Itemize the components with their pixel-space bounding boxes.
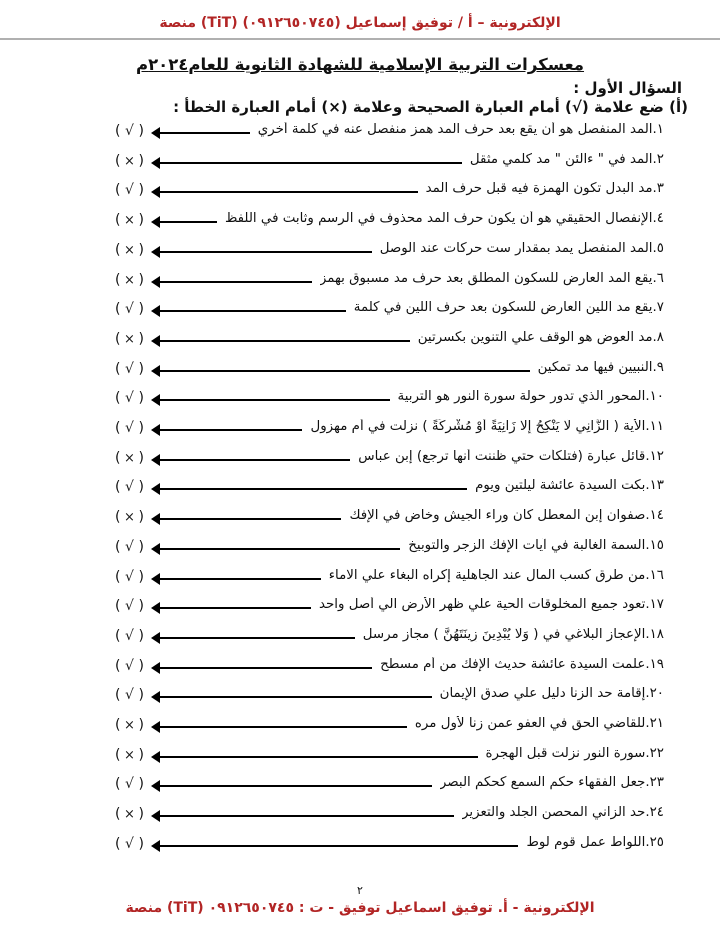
answer-mark: ( × ): [115, 330, 144, 347]
statement-text: [319, 597, 664, 612]
statement-body: المحور الذي تدور حولة سورة النور هو التربية: [397, 389, 646, 405]
statement-text: [380, 657, 664, 672]
check-mark-icon: √: [125, 182, 134, 199]
cross-mark-icon: ×: [124, 510, 135, 526]
statement-body: يقع مد اللين العارض للسكون بعد حرف اللين في كلمة: [353, 300, 653, 316]
title-wrap: [0, 55, 720, 74]
statement-text: [440, 775, 664, 790]
arrow-left-icon: [158, 667, 372, 669]
statement-text: [329, 568, 664, 583]
answer-mark: ( × ): [115, 449, 144, 466]
statement-body: قائل عبارة (فتلكأت حتي ظننت أنها ترجع) إبن عباس: [358, 448, 646, 464]
cross-mark-icon: ×: [124, 747, 135, 763]
answer-mark: ( √ ): [115, 657, 144, 674]
question-label: السؤال الأول :: [573, 79, 682, 97]
arrow-left-icon: [158, 518, 341, 520]
check-mark-icon: √: [125, 835, 134, 852]
arrow-left-icon: [158, 429, 302, 431]
arrow-left-icon: [158, 488, 467, 490]
arrow-left-icon: [158, 310, 346, 312]
statement-body: الأية ( الزَّانِي لَا يَنْكِحُ إِلَّا زَانِيَةً أَوْ مُشْرِكَةً ) نزلت في أم مهزول: [310, 419, 646, 434]
answer-mark: ( √ ): [115, 301, 144, 318]
statement-row: [0, 565, 720, 593]
statement-number: ٧.: [652, 300, 664, 316]
arrow-left-icon: [158, 251, 372, 253]
arrow-left-icon: [158, 281, 312, 283]
statement-text: [418, 330, 664, 345]
statement-body: الإعجاز البلاغي في ( وَلَا يُبْدِينَ زِينَتَهُنَّ ) مجاز مرسل: [362, 626, 646, 642]
statement-body: النبيين فيها مد تمكين: [537, 359, 653, 375]
statement-text: [354, 300, 664, 315]
statement-body: الإنفصال الحقيقي هو أن يكون حرف المد محذوف في الرسم وثابت في اللفظ: [224, 211, 653, 227]
statement-row: [0, 149, 720, 177]
statement-row: [0, 268, 720, 296]
statement-text: [470, 152, 664, 167]
statement-number: ١٩.: [645, 656, 664, 672]
arrow-left-icon: [158, 607, 311, 609]
statement-text: [408, 538, 664, 553]
statement-text: [415, 716, 664, 731]
statement-number: ١.: [652, 122, 664, 137]
statement-text: [310, 419, 664, 434]
page-number: ٢: [357, 884, 363, 897]
check-mark-icon: √: [125, 627, 134, 644]
answer-mark: ( √ ): [115, 390, 144, 407]
statement-number: ٤.: [652, 211, 664, 227]
answer-mark: ( × ): [115, 152, 144, 169]
statement-row: [0, 802, 720, 830]
arrow-left-icon: [158, 340, 410, 342]
statement-row: [0, 683, 720, 711]
check-mark-icon: √: [125, 479, 134, 496]
statement-row: [0, 446, 720, 474]
statement-body: بكت السيدة عائشة ليلتين ويوم: [475, 478, 646, 494]
statement-row: [0, 416, 720, 444]
check-mark-icon: √: [125, 776, 134, 793]
statement-body: يقع المد العارض للسكون المطلق بعد حرف مد مسبوق بهمز: [319, 270, 653, 286]
statement-number: ١٣.: [645, 478, 664, 494]
statement-text: [258, 122, 664, 137]
arrow-left-icon: [158, 756, 478, 758]
statement-text: [538, 360, 664, 375]
statement-number: ٢١.: [645, 716, 664, 731]
statement-body: تعود جميع المخلوقات الحية علي ظهر الأرض الي أصل واحد: [318, 597, 646, 613]
check-mark-icon: √: [125, 657, 134, 674]
statement-number: ١٢.: [645, 448, 664, 464]
statement-text: [440, 686, 664, 701]
statement-number: ٥.: [652, 240, 664, 256]
arrow-left-icon: [158, 191, 418, 193]
statement-row: [0, 713, 720, 741]
check-mark-icon: √: [125, 360, 134, 377]
answer-mark: ( √ ): [115, 598, 144, 615]
statement-row: [0, 594, 720, 622]
statement-row: [0, 297, 720, 325]
statement-body: إقامة حد الزنا دليل علي صدق الإيمان: [439, 686, 646, 702]
answer-mark: ( √ ): [115, 835, 144, 852]
statement-number: ٢٥.: [645, 834, 664, 850]
arrow-left-icon: [158, 132, 250, 134]
statement-body: السمة الغالبة في آيات الإفك الزجر والتوبيخ: [408, 537, 646, 553]
statement-body: المد في " ءالئن " مد كلمي مثقل: [469, 151, 653, 167]
answer-mark: ( √ ): [115, 627, 144, 644]
statement-row: [0, 119, 720, 147]
statement-text: [363, 627, 664, 642]
answer-mark: ( √ ): [115, 420, 144, 436]
answer-mark: ( √ ): [115, 687, 144, 704]
statement-body: سورة النور نزلت قبل الهجرة: [485, 745, 646, 761]
answer-mark: ( √ ): [115, 568, 144, 585]
statement-row: [0, 238, 720, 266]
instruction-text: (أ) ضع علامة (√) أمام العبارة الصحيحة وعلامة (×) أمام العبارة الخطأ :: [173, 98, 688, 116]
statement-number: ١١.: [645, 419, 664, 434]
answer-mark: ( √ ): [115, 123, 144, 139]
statement-number: ١٧.: [645, 597, 664, 613]
statement-row: [0, 772, 720, 800]
statement-row: [0, 505, 720, 533]
statement-number: ٦.: [652, 270, 664, 286]
arrow-left-icon: [158, 696, 432, 698]
statement-text: [426, 181, 664, 196]
statement-number: ١٦.: [645, 567, 664, 583]
statement-row: [0, 475, 720, 503]
statement-body: المد المنفصل هو أن يقع بعد حرف المد همز منفصل عنه في كلمة أخري: [257, 122, 653, 137]
statement-number: ١٤.: [645, 508, 664, 524]
statement-number: ٨.: [652, 329, 664, 345]
statement-number: ٩.: [652, 359, 664, 375]
answer-mark: ( √ ): [115, 479, 144, 496]
page-footer: [0, 897, 720, 916]
arrow-left-icon: [158, 162, 462, 164]
statement-body: مد العوض هو الوقف علي التنوين بكسرتين: [417, 329, 653, 345]
statement-row: [0, 327, 720, 355]
statement-body: مد البدل تكون الهمزة فيه قبل حرف المد: [425, 181, 653, 197]
arrow-left-icon: [158, 578, 321, 580]
check-mark-icon: √: [125, 598, 134, 615]
statement-number: ١٨.: [645, 626, 664, 642]
check-mark-icon: √: [125, 568, 134, 585]
arrow-left-icon: [158, 370, 530, 372]
check-mark-icon: √: [125, 390, 134, 407]
statement-text: [320, 271, 664, 286]
header-divider: [0, 38, 720, 40]
statement-body: علمت السيدة عائشة حديث الإفك من أم مسطح: [380, 656, 646, 672]
statement-number: ١٥.: [645, 537, 664, 553]
answer-mark: ( √ ): [115, 360, 144, 377]
statement-text: [349, 508, 664, 523]
statement-text: [526, 835, 664, 850]
statement-number: ٢٢.: [645, 745, 664, 761]
statement-number: ٢٠.: [645, 686, 664, 702]
arrow-left-icon: [158, 548, 400, 550]
statement-text: [225, 211, 664, 226]
statement-row: [0, 832, 720, 860]
answer-mark: ( √ ): [115, 776, 144, 793]
cross-mark-icon: ×: [124, 272, 135, 288]
cross-mark-icon: ×: [124, 450, 135, 466]
answer-mark: ( √ ): [115, 182, 144, 199]
statement-row: [0, 624, 720, 652]
document-title: معسكرات التربية الإسلامية للشهادة الثانوية للعام٢٠٢٤م: [135, 55, 585, 74]
cross-mark-icon: ×: [124, 242, 135, 258]
check-mark-icon: √: [125, 687, 134, 704]
arrow-left-icon: [158, 845, 518, 847]
statement-text: [398, 389, 664, 404]
arrow-left-icon: [158, 221, 217, 223]
answer-mark: ( × ): [115, 746, 144, 763]
check-mark-icon: √: [125, 420, 134, 436]
answer-mark: ( × ): [115, 806, 144, 823]
statement-text: [380, 241, 664, 256]
statement-number: ٣.: [652, 181, 664, 197]
statement-row: [0, 743, 720, 771]
statement-body: جعل الفقهاء حكم السمع كحكم البصر: [439, 775, 646, 791]
answer-mark: ( × ): [115, 271, 144, 288]
arrow-left-icon: [158, 399, 390, 401]
arrow-left-icon: [158, 785, 432, 787]
statement-body: اللواط عمل قوم لوط: [526, 834, 646, 850]
statement-body: حد الزاني المحصن الجلد والتعزير: [462, 805, 646, 821]
statement-number: ٢.: [652, 151, 664, 167]
statement-text: [475, 478, 664, 493]
statement-body: المد المنفصل يمد بمقدار ست حركات عند الوصل: [379, 240, 653, 256]
answer-mark: ( × ): [115, 509, 144, 526]
statement-text: [486, 746, 664, 761]
arrow-left-icon: [158, 815, 454, 817]
statement-text: [358, 449, 664, 464]
header-text: منصة (TiT) الإلكترونية – أ / توفيق إسماعيل (٠٩١٢٦٥٠٧٤٥): [159, 15, 561, 31]
answer-mark: ( × ): [115, 717, 144, 733]
statement-row: [0, 386, 720, 414]
answer-mark: ( √ ): [115, 538, 144, 555]
cross-mark-icon: ×: [124, 331, 135, 347]
check-mark-icon: √: [125, 123, 134, 139]
statement-number: ٢٣.: [645, 775, 664, 791]
arrow-left-icon: [158, 637, 355, 639]
statement-body: للقاضي الحق في العفو عمن زنا لأول مره: [414, 716, 646, 731]
statement-row: [0, 535, 720, 563]
page-header: [0, 12, 720, 31]
answer-mark: ( × ): [115, 241, 144, 258]
cross-mark-icon: ×: [124, 718, 135, 733]
statement-number: ٢٤.: [645, 805, 664, 821]
statement-row: [0, 208, 720, 236]
statement-row: [0, 178, 720, 206]
cross-mark-icon: ×: [124, 213, 135, 229]
cross-mark-icon: ×: [124, 153, 135, 169]
check-mark-icon: √: [125, 301, 134, 318]
statement-row: [0, 357, 720, 385]
statement-row: [0, 654, 720, 682]
cross-mark-icon: ×: [124, 807, 135, 823]
statement-body: صفوان إبن المعطل كان وراء الجيش وخاض في الإفك: [349, 508, 646, 524]
statement-body: من طرق كسب المال عند الجاهلية إكراه البغاء علي الاماء: [328, 567, 646, 583]
statement-text: [462, 805, 664, 820]
footer-text: منصة (TiT) الإلكترونية - أ. توفيق اسماعيل توفيق - ت : ٠٩١٢٦٥٠٧٤٥: [125, 900, 595, 916]
arrow-left-icon: [158, 459, 350, 461]
statement-number: ١٠.: [645, 389, 664, 405]
check-mark-icon: √: [125, 538, 134, 555]
arrow-left-icon: [158, 726, 407, 728]
answer-mark: ( × ): [115, 212, 144, 229]
